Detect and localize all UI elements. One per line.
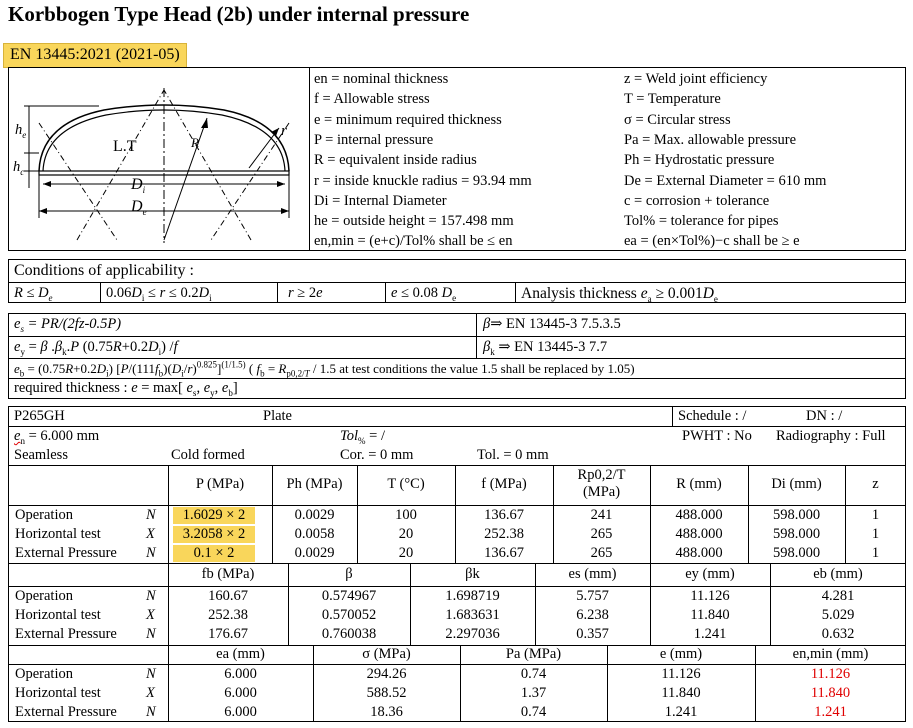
table1-header: z	[872, 476, 879, 492]
formula-beta: β⇒ EN 13445-3 7.5.3.5	[483, 316, 621, 332]
table1-cell-rp: 241	[590, 507, 613, 523]
table2-cell-bk: 2.297036	[445, 626, 500, 642]
legend-right-item: Pa = Max. allowable pressure	[624, 131, 797, 148]
legend-left-item: r = inside knuckle radius = 93.94 mm	[314, 172, 532, 189]
label-de: $D_e$	[131, 198, 147, 218]
legend-right-item: ea = (en×Tol%)−c shall be ≥ e	[624, 233, 800, 250]
table2-cell-eb: 0.632	[821, 626, 855, 642]
table1-header: Ph (MPa)	[286, 476, 343, 492]
table1-header: R (mm)	[676, 476, 722, 492]
table3-code: N	[146, 666, 156, 682]
table1-code: N	[146, 507, 156, 523]
table3-cell-enmin: 1.241	[814, 704, 847, 720]
material-seamless: Seamless	[14, 447, 68, 463]
table2-cell-fb: 176.67	[208, 626, 248, 642]
table2-cell-es: 5.757	[576, 588, 609, 604]
label-lt: L.T	[113, 138, 137, 155]
table2-header: es (mm)	[568, 566, 617, 582]
table1-code: X	[146, 526, 155, 542]
material-en: $e_n = 6.000$ mm	[14, 428, 100, 446]
table3-case: Operation	[15, 666, 73, 682]
label-di: $D_i$	[131, 176, 146, 196]
table3-cell-s: 588.52	[366, 685, 407, 701]
cond-4: e ≤ 0.08 $D_e$	[391, 285, 457, 303]
table1-cell-ph: 0.0029	[294, 545, 335, 561]
table2-cell-ey: 1.241	[693, 626, 727, 642]
table2-case: External Pressure	[15, 626, 117, 642]
standard-badge: EN 13445:2021 (2021-05)	[3, 43, 187, 68]
table3-header: σ (MPa)	[362, 646, 411, 662]
table3-cell-enmin: 11.840	[810, 685, 851, 701]
table2-cell-b: 0.570052	[321, 607, 377, 623]
table2-cell-b: 0.760038	[321, 626, 377, 642]
cond-1: $R \le D_e$	[14, 285, 53, 303]
table2-code: X	[146, 607, 155, 623]
material-radiography: Radiography : Full	[776, 428, 886, 444]
table2-cell-fb: 160.67	[208, 588, 248, 604]
legend-left-item: Di = Internal Diameter	[314, 192, 447, 209]
table3-case: External Pressure	[15, 704, 117, 720]
label-r-small: r	[281, 123, 287, 139]
table1-header: f (MPa)	[481, 476, 527, 492]
cond-5: Analysis thickness $e_a \ge 0.001D_e$	[521, 285, 718, 305]
table1-header: P (MPa)	[195, 476, 245, 492]
table2-cell-bk: 1.683631	[445, 607, 500, 623]
material-cold: Cold formed	[171, 447, 245, 463]
legend-left-item: P = internal pressure	[314, 131, 434, 148]
legend-right-item: σ = Circular stress	[624, 111, 731, 128]
cond-3: r ≥ 2e	[288, 285, 323, 301]
table1-cell-r: 488.000	[675, 507, 723, 523]
legend-left-item: en = nominal thickness	[314, 71, 449, 87]
legend-right-item: De = External Diameter = 610 mm	[624, 172, 827, 189]
table3-cell-pa: 0.74	[520, 666, 547, 682]
table2-cell-ey: 11.126	[690, 588, 730, 604]
formula-eb: $e_b = (0.75R+0.2D_i)$ $[P/(111f_b)(D_i/r)^{0.825}]^{(1/1.5)}$ ( $f_b = R_{p0,2/T} / 1.5$ at test conditions the value 1.5 shall be replaced by 1.05)	[14, 359, 635, 379]
table1-cell-t: 20	[398, 545, 414, 561]
table1-cell-p: 1.6029 × 2	[173, 507, 255, 524]
table2-code: N	[146, 588, 156, 604]
table1-cell-t: 100	[395, 507, 417, 523]
table3-cell-ea: 6.000	[224, 704, 257, 720]
material-cor: Cor. = 0 mm	[340, 447, 414, 463]
table1-header: Di (mm)	[771, 476, 822, 492]
table3-header: ea (mm)	[216, 646, 265, 662]
table2-cell-ey: 11.840	[690, 607, 730, 623]
legend-right-item: Ph = Hydrostatic pressure	[624, 152, 775, 169]
table1-cell-z: 1	[871, 545, 880, 561]
material-dn: DN : /	[806, 408, 843, 424]
table2-cell-eb: 4.281	[821, 588, 855, 604]
table3-cell-ea: 6.000	[224, 666, 257, 682]
table1-cell-f: 136.67	[484, 545, 524, 561]
formula-es: $e_s = PR/(2fz-0.5P)$	[14, 316, 122, 334]
material-pwht: PWHT : No	[682, 428, 752, 444]
table1-cell-z: 1	[871, 526, 880, 542]
table1-header: T (°C)	[387, 476, 425, 492]
table3-cell-s: 294.26	[366, 666, 407, 682]
label-hc: $h_c$	[13, 159, 25, 177]
table2-cell-fb: 252.38	[208, 607, 248, 623]
table1-cell-r: 488.000	[675, 545, 723, 561]
legend-left-item: f = Allowable stress	[314, 91, 430, 108]
label-he: $h_e$	[15, 122, 27, 140]
table2-header: βk	[465, 566, 480, 582]
table1-cell-ph: 0.0029	[294, 507, 335, 523]
formula-required: required thickness : e = max[ $e_s$, $e_y$, $e_b$]	[14, 380, 238, 398]
table1-cell-ph: 0.0058	[294, 526, 335, 542]
table1-header: Rp0,2/T (MPa)	[577, 467, 626, 500]
table1-code: N	[146, 545, 156, 561]
table1-case: Operation	[15, 507, 73, 523]
table3-cell-ea: 6.000	[224, 685, 257, 701]
table2-cell-bk: 1.698719	[445, 588, 500, 604]
table2-cell-es: 0.357	[576, 626, 609, 642]
table3-cell-pa: 0.74	[520, 704, 547, 720]
material-tol: Tol$_{\%}$ = /	[340, 428, 385, 446]
table1-cell-t: 20	[398, 526, 414, 542]
table2-header: eb (mm)	[813, 566, 863, 582]
material-grade: P265GH	[14, 408, 65, 424]
table1-case: Horizontal test	[15, 526, 101, 542]
table1-cell-p: 0.1 × 2	[173, 545, 255, 562]
table3-cell-e: 11.126	[661, 666, 701, 682]
legend-right-item: c = corrosion + tolerance	[624, 192, 770, 209]
legend-right-item: T = Temperature	[624, 91, 721, 108]
formula-ey: $e_y = \beta$ $.\beta_k.P$ $(0.75R+0.2D_i)$ /f	[14, 339, 178, 357]
table2-header: fb (MPa)	[201, 566, 255, 582]
table1-cell-f: 136.67	[484, 507, 524, 523]
material-tol-mm: Tol. = 0 mm	[477, 447, 549, 463]
table1-cell-di: 598.000	[772, 545, 821, 561]
head-cross-section-diagram	[9, 68, 309, 250]
table3-header: Pa (MPa)	[505, 646, 562, 662]
formula-betak: $\beta_k$ ⇒ EN 13445-3 7.7	[483, 339, 608, 357]
table2-header: β	[345, 566, 353, 582]
table1-cell-r: 488.000	[675, 526, 723, 542]
legend-left-item: he = outside height = 157.498 mm	[314, 213, 514, 230]
table3-header: e (mm)	[659, 646, 703, 662]
legend-left-item: R = equivalent inside radius	[314, 152, 477, 169]
table2-cell-eb: 5.029	[821, 607, 855, 623]
table3-code: X	[146, 685, 155, 701]
table3-cell-enmin: 11.126	[810, 666, 851, 682]
table2-header: ey (mm)	[685, 566, 735, 582]
table3-header: en,min (mm)	[792, 646, 869, 662]
table2-cell-es: 6.238	[576, 607, 609, 623]
cond-2: $0.06D_i \le r \le 0.2D_i$	[106, 285, 212, 303]
label-r-big: R	[191, 135, 199, 150]
table3-case: Horizontal test	[15, 685, 101, 701]
table3-cell-pa: 1.37	[520, 685, 547, 701]
table2-code: N	[146, 626, 156, 642]
legend-left-item: e = minimum required thickness	[314, 111, 502, 128]
table2-case: Horizontal test	[15, 607, 101, 623]
table3-cell-s: 18.36	[370, 704, 403, 720]
table1-cell-rp: 265	[590, 526, 613, 542]
table1-cell-f: 252.38	[484, 526, 524, 542]
applicability-header: Conditions of applicability :	[14, 262, 194, 279]
legend-left-item: en,min = (e+c)/Tol% shall be ≤ en	[314, 233, 513, 250]
page-title: Korbbogen Type Head (2b) under internal pressure	[8, 2, 470, 26]
material-form: Plate	[263, 408, 292, 424]
table1-cell-di: 598.000	[772, 507, 821, 523]
table3-cell-e: 11.840	[661, 685, 701, 701]
table3-cell-e: 1.241	[664, 704, 698, 720]
table1-cell-rp: 265	[590, 545, 613, 561]
material-schedule: Schedule : /	[678, 408, 747, 424]
legend-right-item: Tol% = tolerance for pipes	[624, 213, 779, 230]
table1-case: External Pressure	[15, 545, 117, 561]
table1-cell-z: 1	[871, 507, 880, 523]
legend-right-item: z = Weld joint efficiency	[624, 71, 768, 87]
table3-code: N	[146, 704, 156, 720]
table1-cell-p: 3.2058 × 2	[173, 526, 255, 543]
table2-cell-b: 0.574967	[321, 588, 377, 604]
table1-cell-di: 598.000	[772, 526, 821, 542]
table2-case: Operation	[15, 588, 73, 604]
